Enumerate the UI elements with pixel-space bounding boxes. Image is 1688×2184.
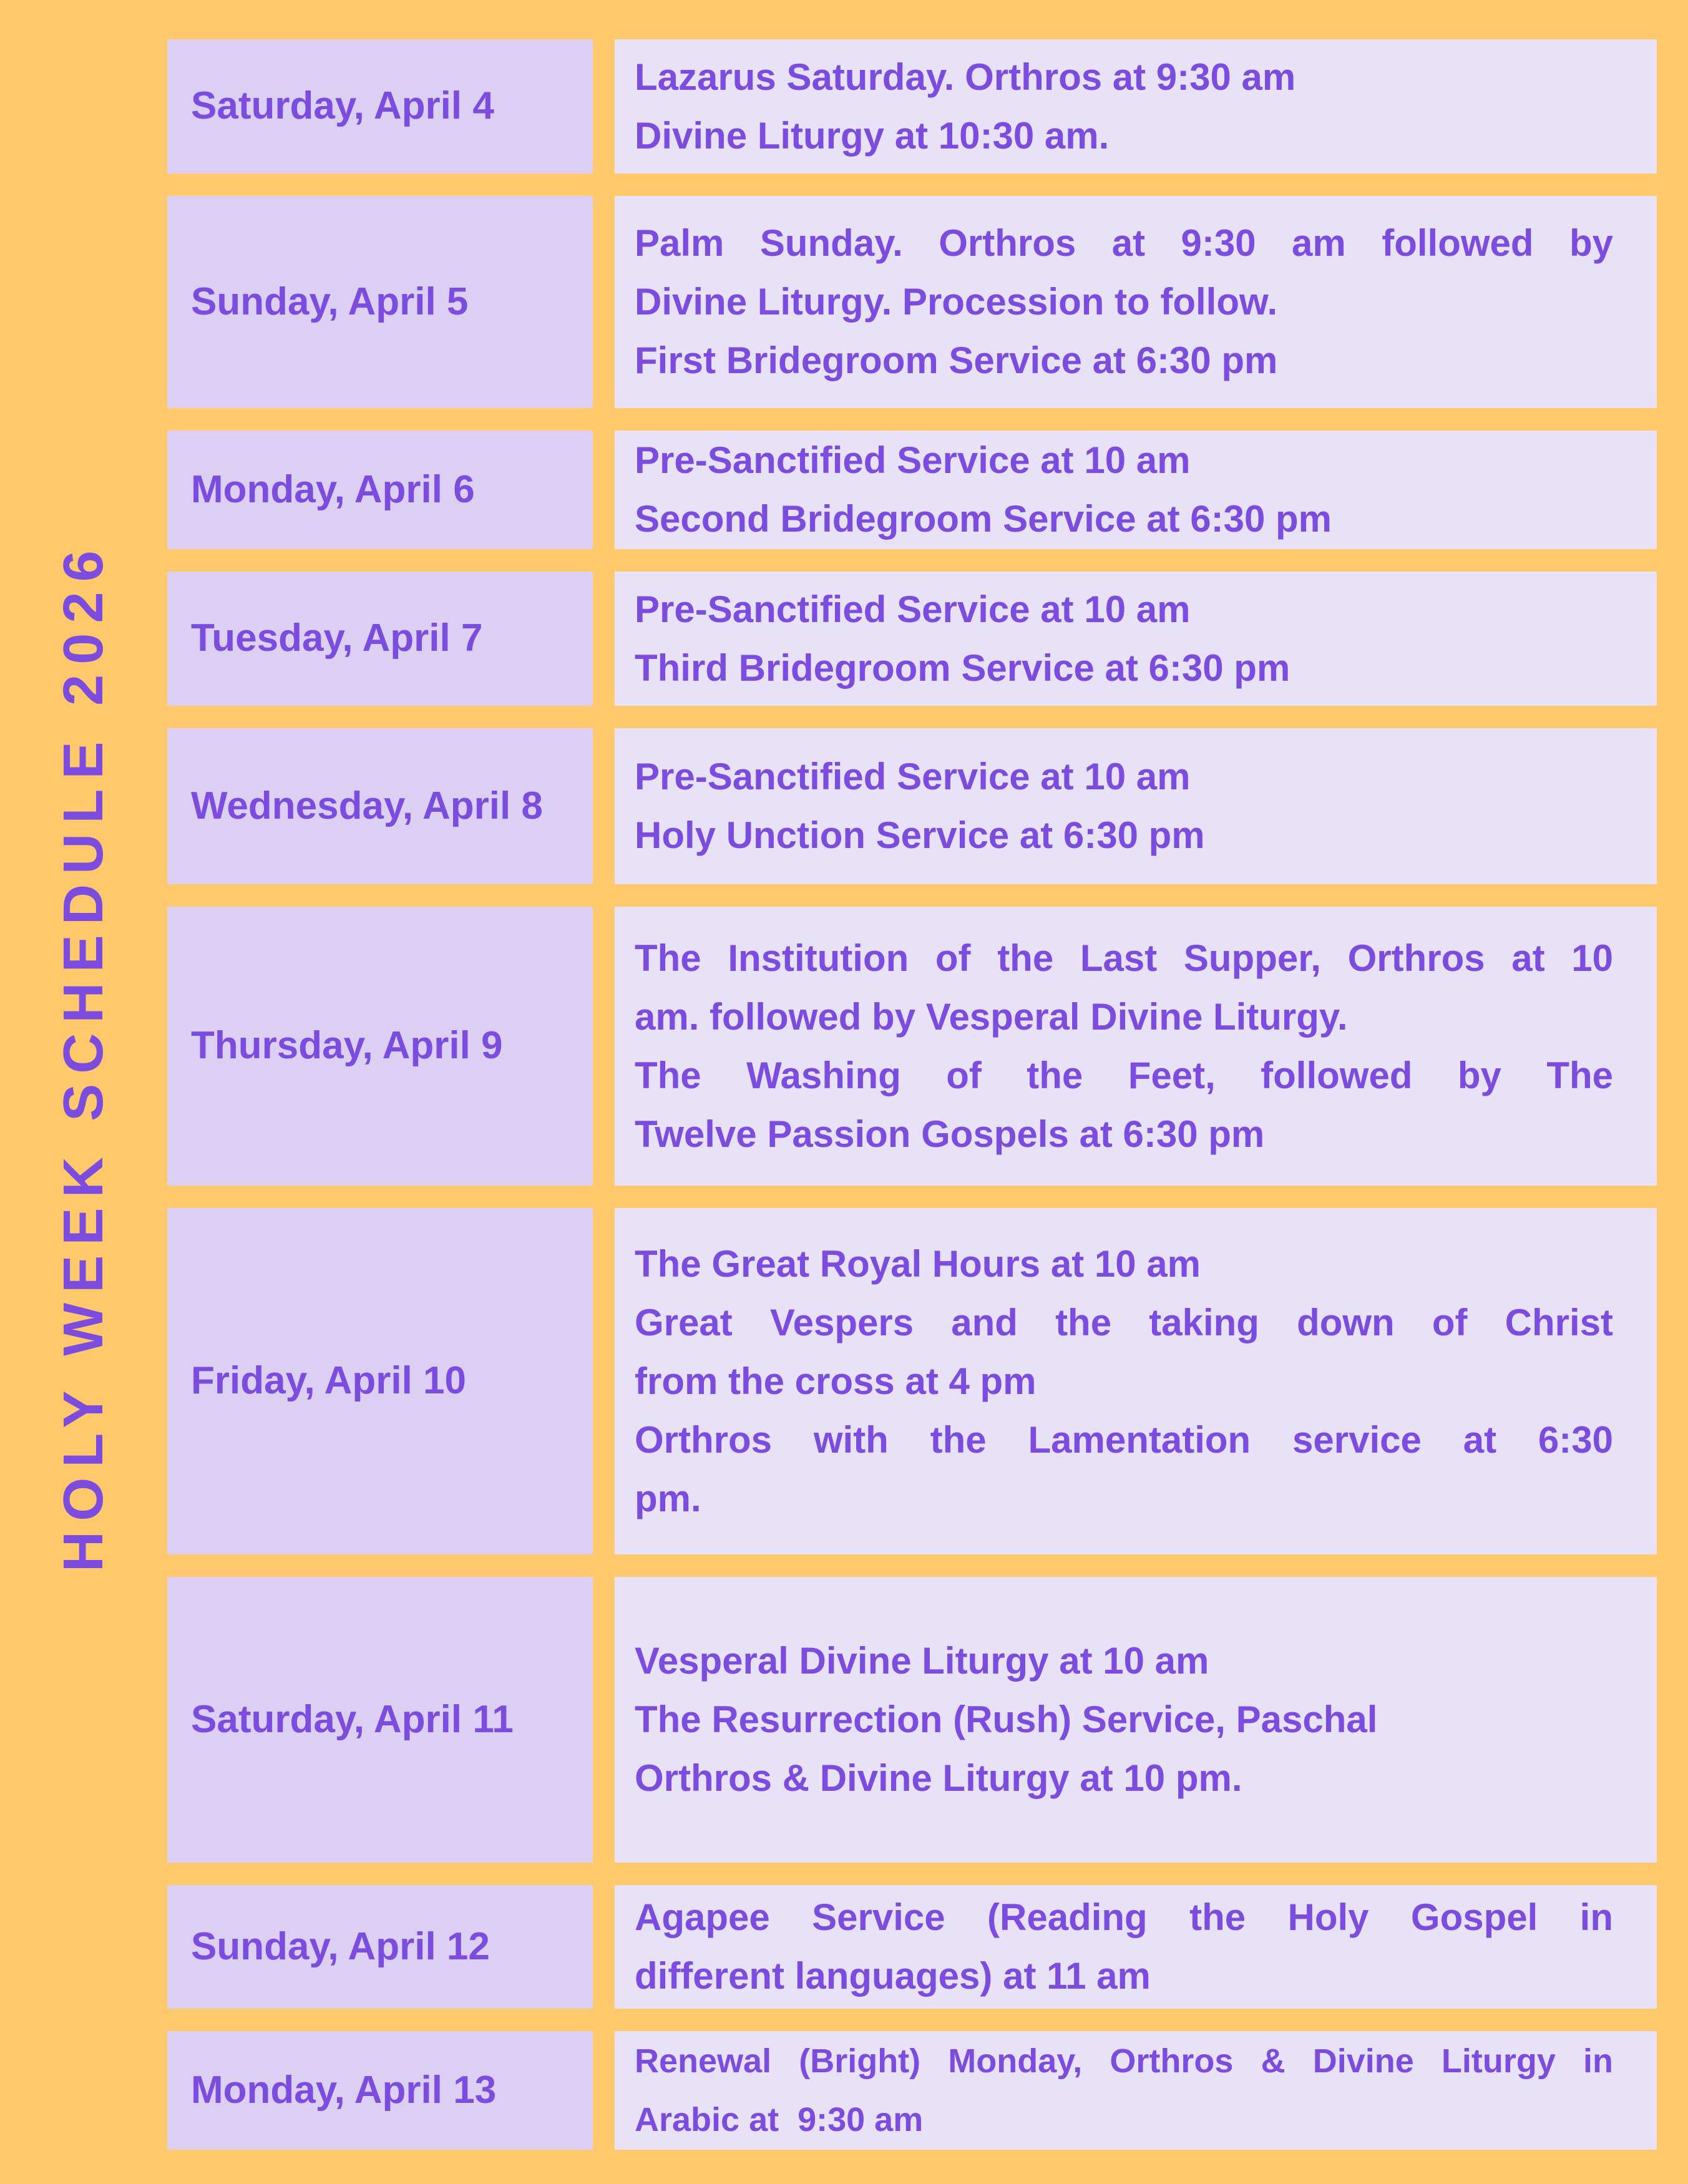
service-line: Renewal (Bright) Monday, Orthros & Divine Liturgy in xyxy=(635,2042,1613,2080)
description-cell xyxy=(615,1208,1657,1554)
description-cell xyxy=(615,728,1657,884)
date-label: Thursday, April 9 xyxy=(191,1024,503,1068)
service-line: Divine Liturgy. Procession to follow. xyxy=(635,281,1278,323)
schedule-row xyxy=(167,728,1657,884)
service-line: Pre-Sanctified Service at 10 am xyxy=(635,756,1191,797)
left-margin xyxy=(0,0,167,2184)
service-line: from the cross at 4 pm xyxy=(635,1360,1037,1402)
schedule-row xyxy=(167,572,1657,706)
service-line: Third Bridegroom Service at 6:30 pm xyxy=(635,646,1290,689)
date-label: Saturday, April 4 xyxy=(191,84,494,128)
date-cell xyxy=(167,728,593,884)
date-cell xyxy=(167,2031,593,2150)
schedule-row xyxy=(167,1208,1657,1554)
description-cell xyxy=(615,2031,1657,2150)
date-label: Wednesday, April 8 xyxy=(191,784,543,827)
service-line: different languages) at 11 am xyxy=(635,1955,1151,1997)
service-line: Pre-Sanctified Service at 10 am xyxy=(635,588,1191,630)
date-label: Friday, April 10 xyxy=(191,1359,467,1403)
service-line: Pre-Sanctified Service at 10 am xyxy=(635,439,1191,481)
description-cell xyxy=(615,431,1657,549)
service-line: Divine Liturgy at 10:30 am. xyxy=(635,114,1110,157)
service-line: Lazarus Saturday. Orthros at 9:30 am xyxy=(635,56,1296,98)
service-line: Arabic at 9:30 am xyxy=(635,2101,924,2138)
schedule-table xyxy=(167,39,1657,2150)
date-label: Sunday, April 5 xyxy=(191,280,469,323)
date-cell xyxy=(167,39,593,173)
service-line: Holy Unction Service at 6:30 pm xyxy=(635,814,1205,856)
service-line: First Bridegroom Service at 6:30 pm xyxy=(635,339,1278,381)
description-cell xyxy=(615,1885,1657,2009)
service-line: Twelve Passion Gospels at 6:30 pm xyxy=(635,1113,1265,1155)
description-cell xyxy=(615,572,1657,706)
service-line: Second Bridegroom Service at 6:30 pm xyxy=(635,498,1332,540)
description-cell xyxy=(615,196,1657,408)
date-cell xyxy=(167,1208,593,1554)
service-line: pm. xyxy=(635,1477,701,1519)
schedule-row xyxy=(167,1577,1657,1863)
poster-title: HOLY WEEK SCHEDULE 2026 xyxy=(52,540,115,1572)
date-cell xyxy=(167,1885,593,2009)
service-line: Orthros & Divine Liturgy at 10 pm. xyxy=(635,1757,1242,1799)
service-line: am. followed by Vesperal Divine Liturgy. xyxy=(635,995,1348,1038)
service-line: The Great Royal Hours at 10 am xyxy=(635,1242,1201,1285)
date-label: Tuesday, April 7 xyxy=(191,617,483,660)
service-line: Agapee Service (Reading the Holy Gospel in xyxy=(635,1896,1613,1938)
date-cell xyxy=(167,572,593,706)
schedule-row xyxy=(167,907,1657,1186)
service-line: Palm Sunday. Orthros at 9:30 am followed by xyxy=(635,222,1613,264)
service-line: The Washing of the Feet, followed by The xyxy=(635,1054,1613,1096)
schedule-row xyxy=(167,39,1657,173)
service-line: Great Vespers and the taking down of Christ xyxy=(635,1301,1613,1343)
service-line: Vesperal Divine Liturgy at 10 am xyxy=(635,1640,1209,1682)
date-cell xyxy=(167,196,593,408)
schedule-row xyxy=(167,431,1657,549)
date-label: Monday, April 13 xyxy=(191,2068,497,2112)
date-label: Saturday, April 11 xyxy=(191,1697,514,1741)
date-label: Monday, April 6 xyxy=(191,467,475,511)
service-line: Orthros with the Lamentation service at 6:30 xyxy=(635,1418,1613,1461)
description-cell xyxy=(615,907,1657,1186)
schedule-row xyxy=(167,1885,1657,2009)
date-cell xyxy=(167,907,593,1186)
schedule-row xyxy=(167,196,1657,408)
date-label: Sunday, April 12 xyxy=(191,1924,490,1968)
description-cell xyxy=(615,39,1657,173)
service-line: The Resurrection (Rush) Service, Paschal xyxy=(635,1699,1378,1740)
description-cell xyxy=(615,1577,1657,1863)
date-cell xyxy=(167,431,593,549)
schedule-row xyxy=(167,2031,1657,2150)
service-line: The Institution of the Last Supper, Orthros at 10 xyxy=(635,937,1613,979)
date-cell xyxy=(167,1577,593,1863)
